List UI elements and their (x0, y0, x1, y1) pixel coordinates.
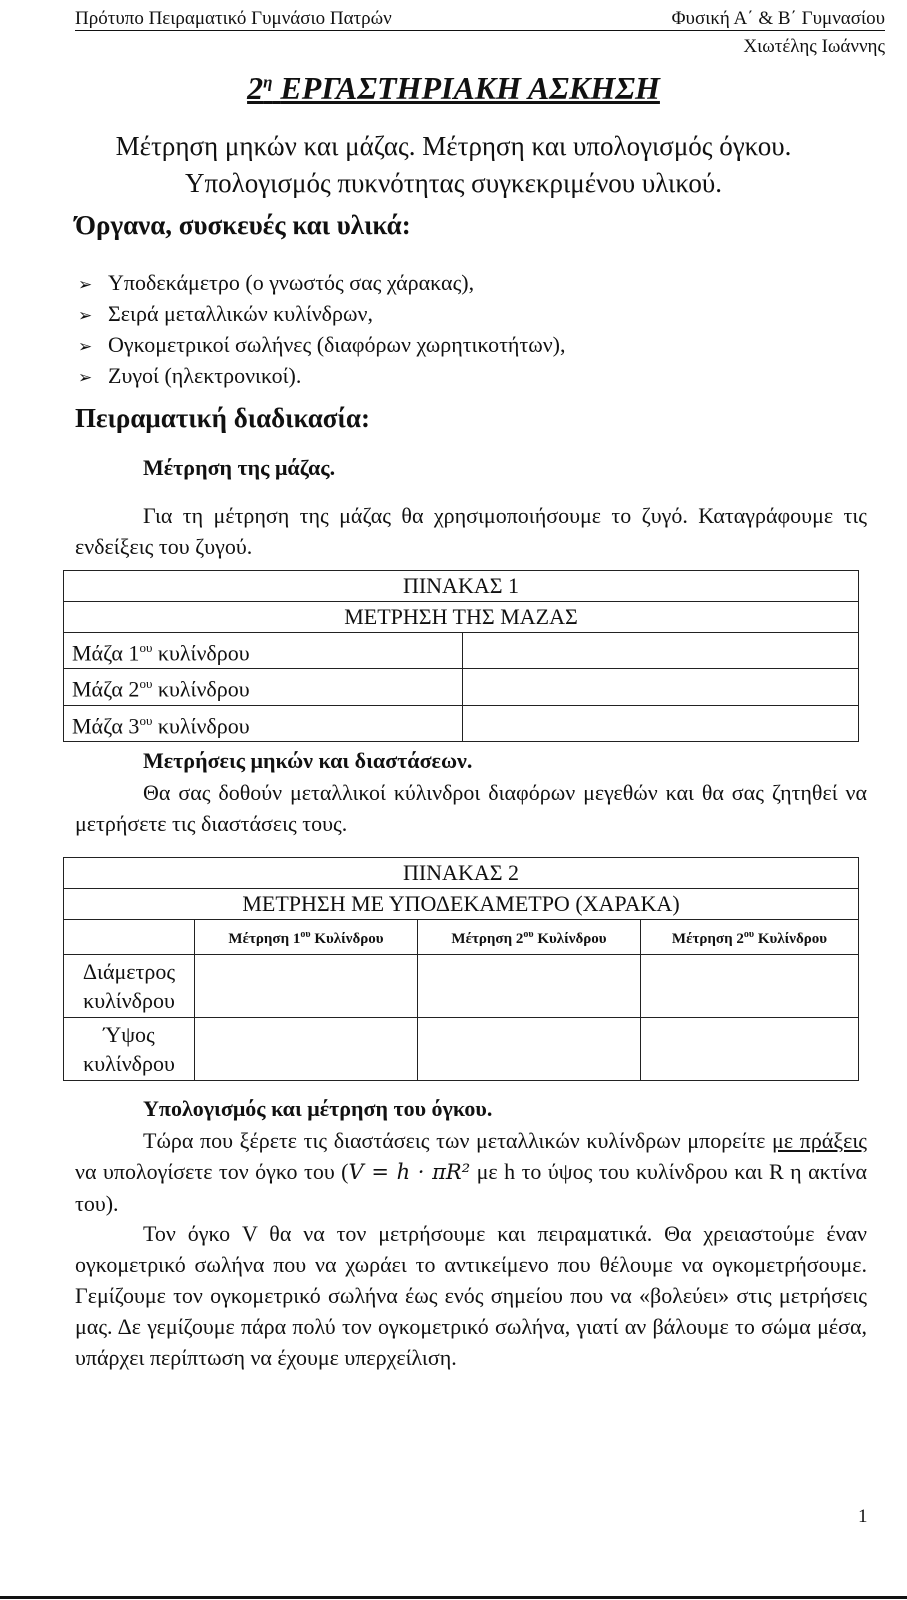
subtitle-line-2: Υπολογισμός πυκνότητας συγκεκριμένου υλικού. (185, 168, 722, 198)
table1-title: ΠΙΝΑΚΑΣ 1 (64, 571, 859, 602)
height-cell-1[interactable] (195, 1018, 418, 1081)
mass-value-cell-3[interactable] (463, 705, 859, 741)
volume-paragraph-1: Τώρα που ξέρετε τις διαστάσεις των μεταλλικών κυλίνδρων μπορείτε με πράξεις να υπολογίσετε τον όγκο του (V = h · πR² με h το ύψος του κυλίνδρου και R η ακτίνα του). (75, 1128, 867, 1216)
table-dimensions (63, 857, 859, 1081)
table-row (64, 1018, 859, 1081)
mass-label-3: Μάζα $3^{o\upsilon}$ κυλίνδρου (64, 705, 463, 741)
table-row (64, 633, 859, 669)
title-number: 2 (247, 70, 264, 106)
materials-heading: Όργανα, συσκευές και υλικά: (75, 210, 411, 240)
page-number: 1 (858, 1506, 868, 1527)
mass-value-cell-2[interactable] (463, 669, 859, 705)
column-header-1: Μέτρηση $1^{o\upsilon}$ Κυλίνδρου (195, 920, 418, 955)
subtitle-line-1: Μέτρηση μηκών και μάζας. Μέτρηση και υπολογισμός όγκου. (115, 131, 792, 161)
arrow-bullet-icon: ➢ (78, 306, 93, 326)
diameter-label: Διάμετρος κυλίνδρου (64, 955, 195, 1018)
title-text: ΕΡΓΑΣΤΗΡΙΑΚΗ ΑΣΚΗΣΗ (280, 70, 660, 106)
arrow-bullet-icon: ➢ (78, 337, 93, 357)
volume-formula: V = h · πR² (348, 1160, 471, 1184)
column-header-2: Μέτρηση $2^{o\upsilon}$ Κυλίνδρου (418, 920, 641, 955)
column-header-3: Μέτρηση $2^{o\upsilon}$ Κυλίνδρου (641, 920, 859, 955)
header-subject: Φυσική Α΄ & Β΄ Γυμνασίου (671, 8, 885, 29)
diameter-cell-1[interactable] (195, 955, 418, 1018)
mass-heading: Μέτρηση της μάζας. (143, 455, 336, 480)
table2-title: ΠΙΝΑΚΑΣ 2 (64, 858, 859, 889)
procedure-heading: Πειραματική διαδικασία: (75, 403, 370, 433)
height-label: Ύψος κυλίνδρου (64, 1018, 195, 1081)
table2-corner-cell (64, 920, 195, 955)
table-header-row (64, 920, 859, 955)
height-cell-3[interactable] (641, 1018, 859, 1081)
underlined-phrase: με πράξεις (772, 1128, 867, 1153)
arrow-bullet-icon: ➢ (78, 275, 93, 295)
header-author: Χιωτέλης Ιωάννης (743, 36, 885, 57)
mass-label-1: Μάζα $1^{o\upsilon}$ κυλίνδρου (64, 633, 463, 669)
subtitle (40, 128, 867, 202)
list-item: ➢ Σειρά μεταλλικών κυλίνδρων, (78, 298, 566, 329)
lengths-heading: Μετρήσεις μηκών και διαστάσεων. (143, 748, 473, 773)
volume-paragraph-2: Τον όγκο V θα να τον μετρήσουμε και πειραματικά. Θα χρειαστούμε έναν ογκομετρικό σωλήνα που να χωράει το αντικείμενο που θέλουμε να ογκομετρήσουμε. Γεμίζουμε τον ογκομετρικό σωλήνα έως ενός σημείου που να «βολεύει» στις μετρήσεις μας. Δε γεμίζουμε πάρα πολύ τον ογκομετρικό σωλήνα, γιατί αν βάλουμε το σώμα μέσα, υπάρχει περίπτωση να έχουμε υπερχείλιση. (75, 1221, 867, 1370)
mass-label-2: Μάζα $2^{o\upsilon}$ κυλίνδρου (64, 669, 463, 705)
diameter-cell-3[interactable] (641, 955, 859, 1018)
page-title (0, 70, 907, 107)
list-item: ➢ Ογκομετρικοί σωλήνες (διαφόρων χωρητικοτήτων), (78, 329, 566, 360)
list-item: ➢ Υποδεκάμετρο (ο γνωστός σας χάρακας), (78, 267, 566, 298)
table-row (64, 669, 859, 705)
volume-heading: Υπολογισμός και μέτρηση του όγκου. (143, 1096, 493, 1121)
header-rule (75, 30, 885, 31)
lengths-paragraph: Θα σας δοθούν μεταλλικοί κύλινδροι διαφόρων μεγεθών και θα σας ζητηθεί να μετρήσετε τις διαστάσεις τους. (75, 780, 867, 836)
table-row (64, 705, 859, 741)
title-ordinal: η (263, 72, 273, 92)
table2-subtitle: ΜΕΤΡΗΣΗ ΜΕ ΥΠΟΔΕΚΑΜΕΤΡΟ (ΧΑΡΑΚΑ) (64, 889, 859, 920)
mass-paragraph: Για τη μέτρηση της μάζας θα χρησιμοποιήσουμε το ζυγό. Καταγράφουμε τις ενδείξεις του ζυγού. (75, 503, 867, 559)
materials-list (78, 267, 566, 391)
height-cell-2[interactable] (418, 1018, 641, 1081)
header-school: Πρότυπο Πειραματικό Γυμνάσιο Πατρών (75, 8, 392, 29)
table-mass (63, 570, 859, 742)
diameter-cell-2[interactable] (418, 955, 641, 1018)
table1-subtitle: ΜΕΤΡΗΣΗ ΤΗΣ ΜΑΖΑΣ (64, 602, 859, 633)
table-row (64, 955, 859, 1018)
mass-value-cell-1[interactable] (463, 633, 859, 669)
bottom-rule (0, 1596, 907, 1599)
list-item: ➢ Ζυγοί (ηλεκτρονικοί). (78, 360, 566, 391)
arrow-bullet-icon: ➢ (78, 368, 93, 388)
